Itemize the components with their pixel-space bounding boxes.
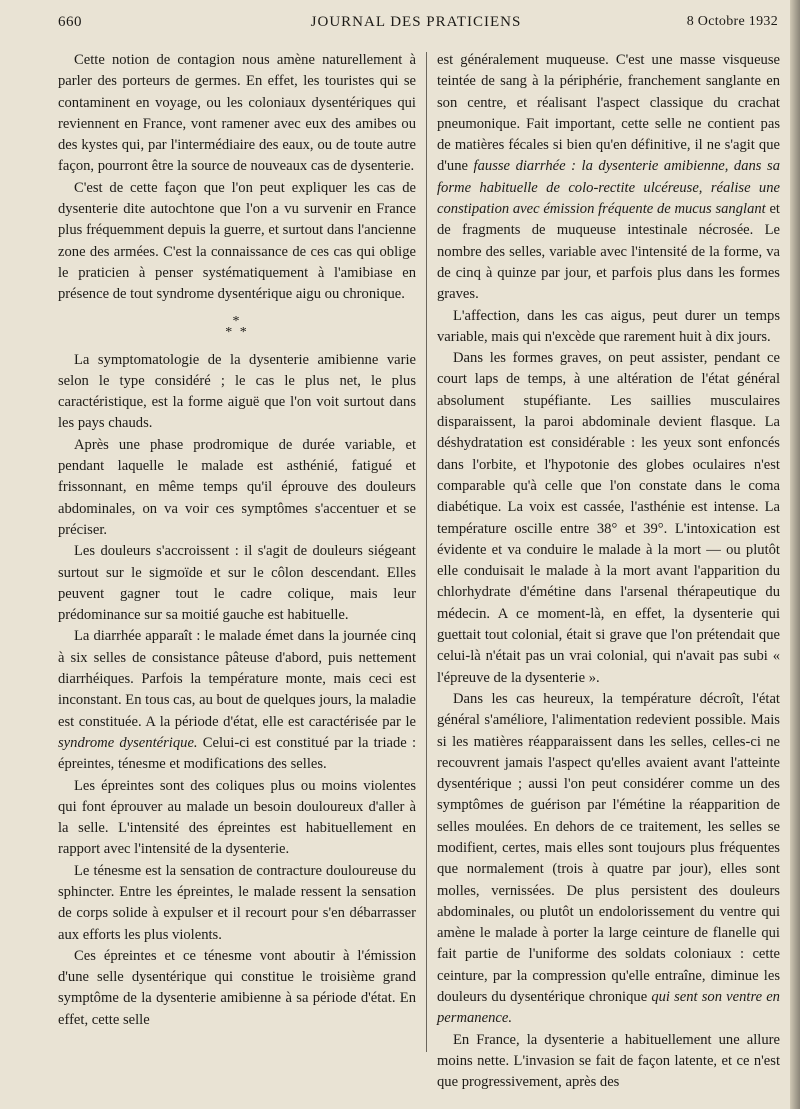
paragraph: Les épreintes sont des coliques plus ou moins violentes qui font éprouver au malade un besoin douloureux d'aller à la selle. L'intensité des épreintes est habituellement en rapport avec l'intensité de la dysenterie. (58, 777, 416, 858)
page-number: 660 (58, 14, 82, 30)
paragraph: C'est de cette façon que l'on peut expliquer les cas de dysenterie dite autochtone que l'on a vu survenir en France plus fréquemment depuis la guerre, et surtout dans l'ancienne zone des armées. C'est la connaissance de ces cas qui oblige le praticien à penser systématiquement à l'amibiase en présence de tout syndrome dysentérique aigu ou chronique. (58, 179, 416, 303)
separator-stars-bottom: * * (225, 324, 249, 340)
paragraph-text: est généralement muqueuse. C'est une masse visqueuse teintée de sang à la périphérie, franchement sanglante en son centre, et réalisant l'aspect classique du crachat pneumonique. Fait important, cette selle ne contient pas de matières fécales si bien qu'en définitive, il ne s'agit que d'une (437, 52, 780, 175)
paragraph (58, 626, 416, 775)
emphasis-text: syndrome dysentérique. (58, 734, 198, 751)
paragraph: Les douleurs s'accroissent : il s'agit de douleurs siégeant surtout sur le sigmoïde et sur le côlon descendant. Elles peuvent gagner tout le cadre colique, mais leur prédominance sur sa moitié gauche est habituelle. (58, 543, 416, 624)
issue-date: 8 Octobre 1932 (686, 14, 778, 29)
section-separator (58, 313, 416, 340)
paragraph-text: La diarrhée apparaît : le malade émet dans la journée cinq à six selles de consistance pâteuse d'abord, puis nettement diarrhéiques. Parfois la température monte, mais ceci est inconstant. En tous cas, au bout de quelques jours, la maladie est constituée. A la période d'état, elle est caractérisée par le (58, 628, 416, 730)
paragraph: En France, la dysenterie a habituellement une allure moins nette. L'invasion se fait de façon latente, et ce n'est que progressivement, après des (437, 1031, 780, 1091)
column-divider (426, 52, 427, 1052)
paragraph: Dans les formes graves, on peut assister, pendant ce court laps de temps, à une altération de l'état général absolument stupéfiante. Les saillies musculaires disparaissent, la paroi abdominale devient flasque. La déshydratation est considérable : les yeux sont enfoncés dans l'orbite, et l'hypotonie des globes oculaires n'est comparable qu'à celle que l'on constate dans le coma diabétique. La voix est cassée, l'asthénie est intense. La température oscille entre 38° et 39°. L'intoxication est évidente et va conduire le malade à la mort — ou plutôt elle conduisait le malade à la mort avant l'apparition du chlorhydrate d'émétine dans l'arsenal thérapeutique du médecin. A ce moment-là, en effet, la dysenterie qui guettait tout colonial, était si grave que l'on prétendait que celui-là n'était pas un vrai colonial, qui n'avait pas subi « l'épreuve de la dysenterie ». (437, 350, 780, 686)
paragraph-text: et de fragments de muqueuse intestinale nécrosée. Le nombre des selles, variable avec l'intensité de la forme, va de cinq à quinze par jour, et parfois plus dans les formes graves. (437, 201, 780, 303)
paragraph: Après une phase prodromique de durée variable, et pendant laquelle le malade est asthénié, fatigué et frissonnant, en même temps qu'il éprouve des douleurs abdominales, on va voir ces symptômes s'accentuer et se préciser. (58, 436, 416, 538)
paragraph: La symptomatologie de la dysenterie amibienne varie selon le type considéré ; le cas le plus net, le plus caractéristique, est la forme aiguë que l'on voit surtout dans les pays chauds. (58, 351, 416, 432)
separator-star-top: * (232, 313, 242, 329)
paragraph: L'affection, dans les cas aigus, peut durer un temps variable, mais qui n'excède que rarement huit à dix jours. (437, 307, 780, 345)
paragraph-text: Celui-ci est constitué par la triade : épreintes, ténesme et modifications des selles. (58, 734, 416, 773)
page-edge-shadow (790, 0, 800, 1109)
paragraph: Le ténesme est la sensation de contracture douloureuse du sphincter. Entre les épreintes, le malade ressent la sensation de corps solide à expulser et il recourt pour s'en débarrasser aux efforts les plus violents. (58, 862, 416, 943)
paragraph (437, 689, 780, 1030)
emphasis-text: qui sent son ventre en permanence. (437, 989, 780, 1027)
left-column (58, 50, 416, 1031)
right-column (437, 50, 780, 1094)
paragraph: Ces épreintes et ce ténesme vont aboutir à l'émission d'une selle dysentérique qui constitue le troisième grand symptôme de la dysenterie amibienne à sa période d'état. En effet, cette selle (58, 947, 416, 1028)
paragraph-text: Dans les cas heureux, la température décroît, l'état général s'améliore, l'alimentation redevient possible. Mais si les matières réapparaissent dans les selles, celles-ci ne recouvrent jamais l'aspect qu'elles avaient avant l'atteinte dysentérique ; aussi l'on peut considérer comme un des symptômes de guérison par l'émétine la réapparition de selles moulées. En dehors de ce traitement, les selles se modifient, certes, mais elles sont toujours plus fréquentes que normalement (trois à quatre par jour), elles sont molles, vernissées. De plus persistent des douleurs abdominales, ou plutôt un endolorissement du ventre qui amène le malade à porter la large ceinture de flanelle qui fait partie de l'uniforme des soldats coloniaux : cette ceinture, par la compression qu'elle entraîne, diminue les douleurs du dysentérique chronique (437, 690, 780, 1006)
emphasis-text: fausse diarrhée : la dysenterie amibienne, dans sa forme habituelle de colo-rectite ulcéreuse, réalise une constipation avec émission fréquente de mucus sanglant (437, 158, 780, 218)
journal-title: JOURNAL DES PRATICIENS (310, 14, 522, 30)
paragraph (437, 50, 780, 306)
paragraph: Cette notion de contagion nous amène naturellement à parler des porteurs de germes. En effet, les touristes qui se contaminent en voyage, ou les coloniaux dysentériques qui reviennent en France, vont ramener avec eux des amibes ou des kystes qui, par l'intermédiaire des eaux, ou de toute autre façon, pourront être la source de nouveaux cas de dysenterie. (58, 52, 416, 175)
page-header (52, 14, 780, 40)
